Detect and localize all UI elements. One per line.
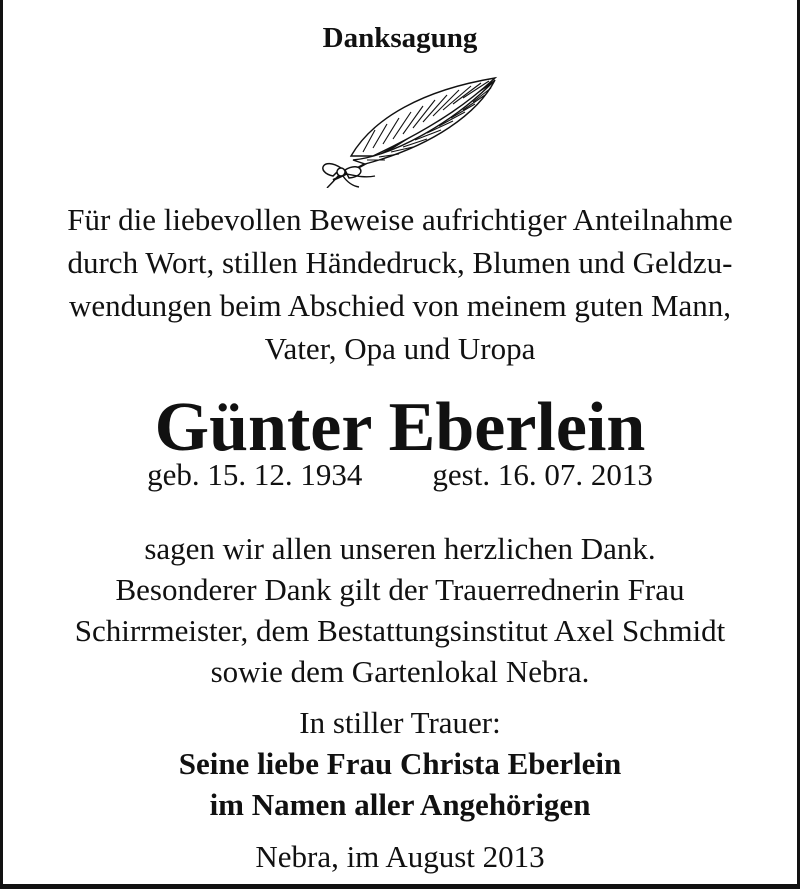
thanks-line-3: Schirrmeister, dem Bestattungsinstitut Axel Schmidt	[74, 613, 726, 648]
signature-line-2: im Namen aller Angehörigen	[209, 787, 591, 822]
thanks-line-1: sagen wir allen unseren herzlichen Dank.	[144, 531, 656, 566]
life-dates	[3, 455, 797, 495]
signature-line-1: Seine liebe Frau Christa Eberlein	[178, 746, 622, 781]
notice-heading: Danksagung	[322, 22, 478, 54]
intro-line-1: Für die liebevollen Beweise aufrichtiger Anteilnahme	[67, 202, 733, 237]
mourning-label: In stiller Trauer:	[299, 705, 501, 740]
intro-line-2: durch Wort, stillen Händedruck, Blumen und Geldzu-	[67, 245, 733, 280]
feather-with-bow-icon	[303, 68, 503, 188]
intro-line-3: wendungen beim Abschied von meinem guten Mann,	[68, 288, 732, 323]
thanks-line-4: sowie dem Gartenlokal Nebra.	[210, 654, 590, 689]
place-date: Nebra, im August 2013	[255, 839, 545, 874]
intro-line-4: Vater, Opa und Uropa	[264, 331, 536, 366]
birth-date: geb. 15. 12. 1934	[147, 457, 363, 492]
thanks-line-2: Besonderer Dank gilt der Trauerrednerin Frau	[115, 572, 685, 607]
death-date: gest. 16. 07. 2013	[432, 457, 653, 492]
deceased-name: Günter Eberlein	[154, 389, 646, 466]
